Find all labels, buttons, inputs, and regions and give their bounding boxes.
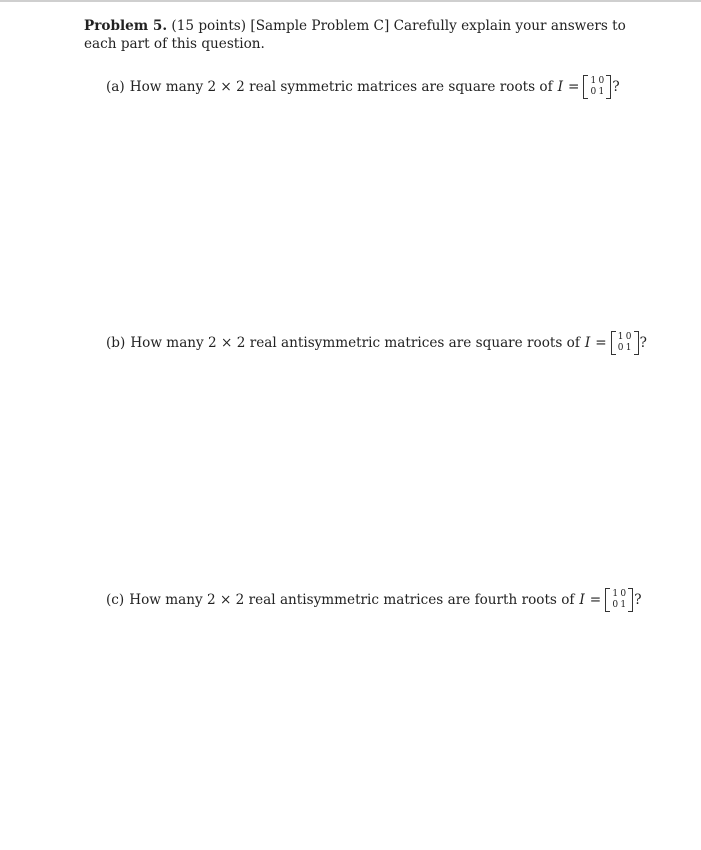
problem-header bbox=[84, 17, 659, 53]
right-bracket bbox=[628, 588, 633, 612]
problem-instructions: Carefully explain your answers to each part of this question. bbox=[84, 18, 626, 52]
equals-sign: = bbox=[568, 79, 580, 95]
matrix-grid bbox=[616, 331, 634, 355]
equals-sign: = bbox=[595, 335, 607, 351]
matrix-cell: 1 bbox=[620, 600, 627, 610]
problem-label: Problem 5. bbox=[84, 18, 168, 34]
question-mark: ? bbox=[639, 335, 647, 351]
matrix-cell: 0 bbox=[617, 343, 624, 353]
matrix-cell: 0 bbox=[620, 589, 627, 599]
problem-sample: [Sample Problem C] bbox=[250, 18, 390, 34]
part-label: (a) bbox=[106, 79, 125, 95]
question-mark: ? bbox=[612, 79, 620, 95]
part-b bbox=[106, 331, 647, 355]
part-label: (b) bbox=[106, 335, 126, 351]
matrix-grid bbox=[610, 588, 628, 612]
top-rule bbox=[0, 0, 701, 2]
part-question: How many 2 × 2 real antisymmetric matrices are square roots of bbox=[130, 335, 580, 351]
part-c bbox=[106, 588, 641, 612]
identity-matrix bbox=[583, 75, 611, 99]
question-mark: ? bbox=[634, 592, 642, 608]
matrix-cell: 1 bbox=[598, 87, 605, 97]
matrix-cell: 1 bbox=[625, 343, 632, 353]
identity-symbol: I bbox=[584, 335, 591, 351]
part-a bbox=[106, 75, 620, 99]
matrix-cell: 0 bbox=[625, 332, 632, 342]
equals-sign: = bbox=[589, 592, 602, 608]
matrix-cell: 0 bbox=[598, 76, 605, 86]
identity-symbol: I bbox=[579, 592, 585, 608]
part-question: How many 2 × 2 real antisymmetric matrices are fourth roots of bbox=[129, 592, 575, 608]
part-question: How many 2 × 2 real symmetric matrices are square roots of bbox=[129, 79, 553, 95]
matrix-cell: 1 bbox=[590, 76, 597, 86]
matrix-cell: 0 bbox=[612, 600, 619, 610]
identity-matrix bbox=[611, 331, 639, 355]
right-bracket bbox=[634, 331, 639, 355]
identity-matrix bbox=[605, 588, 633, 612]
problem-points: (15 points) bbox=[171, 18, 247, 34]
part-label: (c) bbox=[106, 592, 125, 608]
identity-symbol: I bbox=[557, 79, 564, 95]
matrix-grid bbox=[588, 75, 606, 99]
matrix-cell: 1 bbox=[612, 589, 619, 599]
matrix-cell: 1 bbox=[617, 332, 624, 342]
right-bracket bbox=[606, 75, 611, 99]
matrix-cell: 0 bbox=[590, 87, 597, 97]
